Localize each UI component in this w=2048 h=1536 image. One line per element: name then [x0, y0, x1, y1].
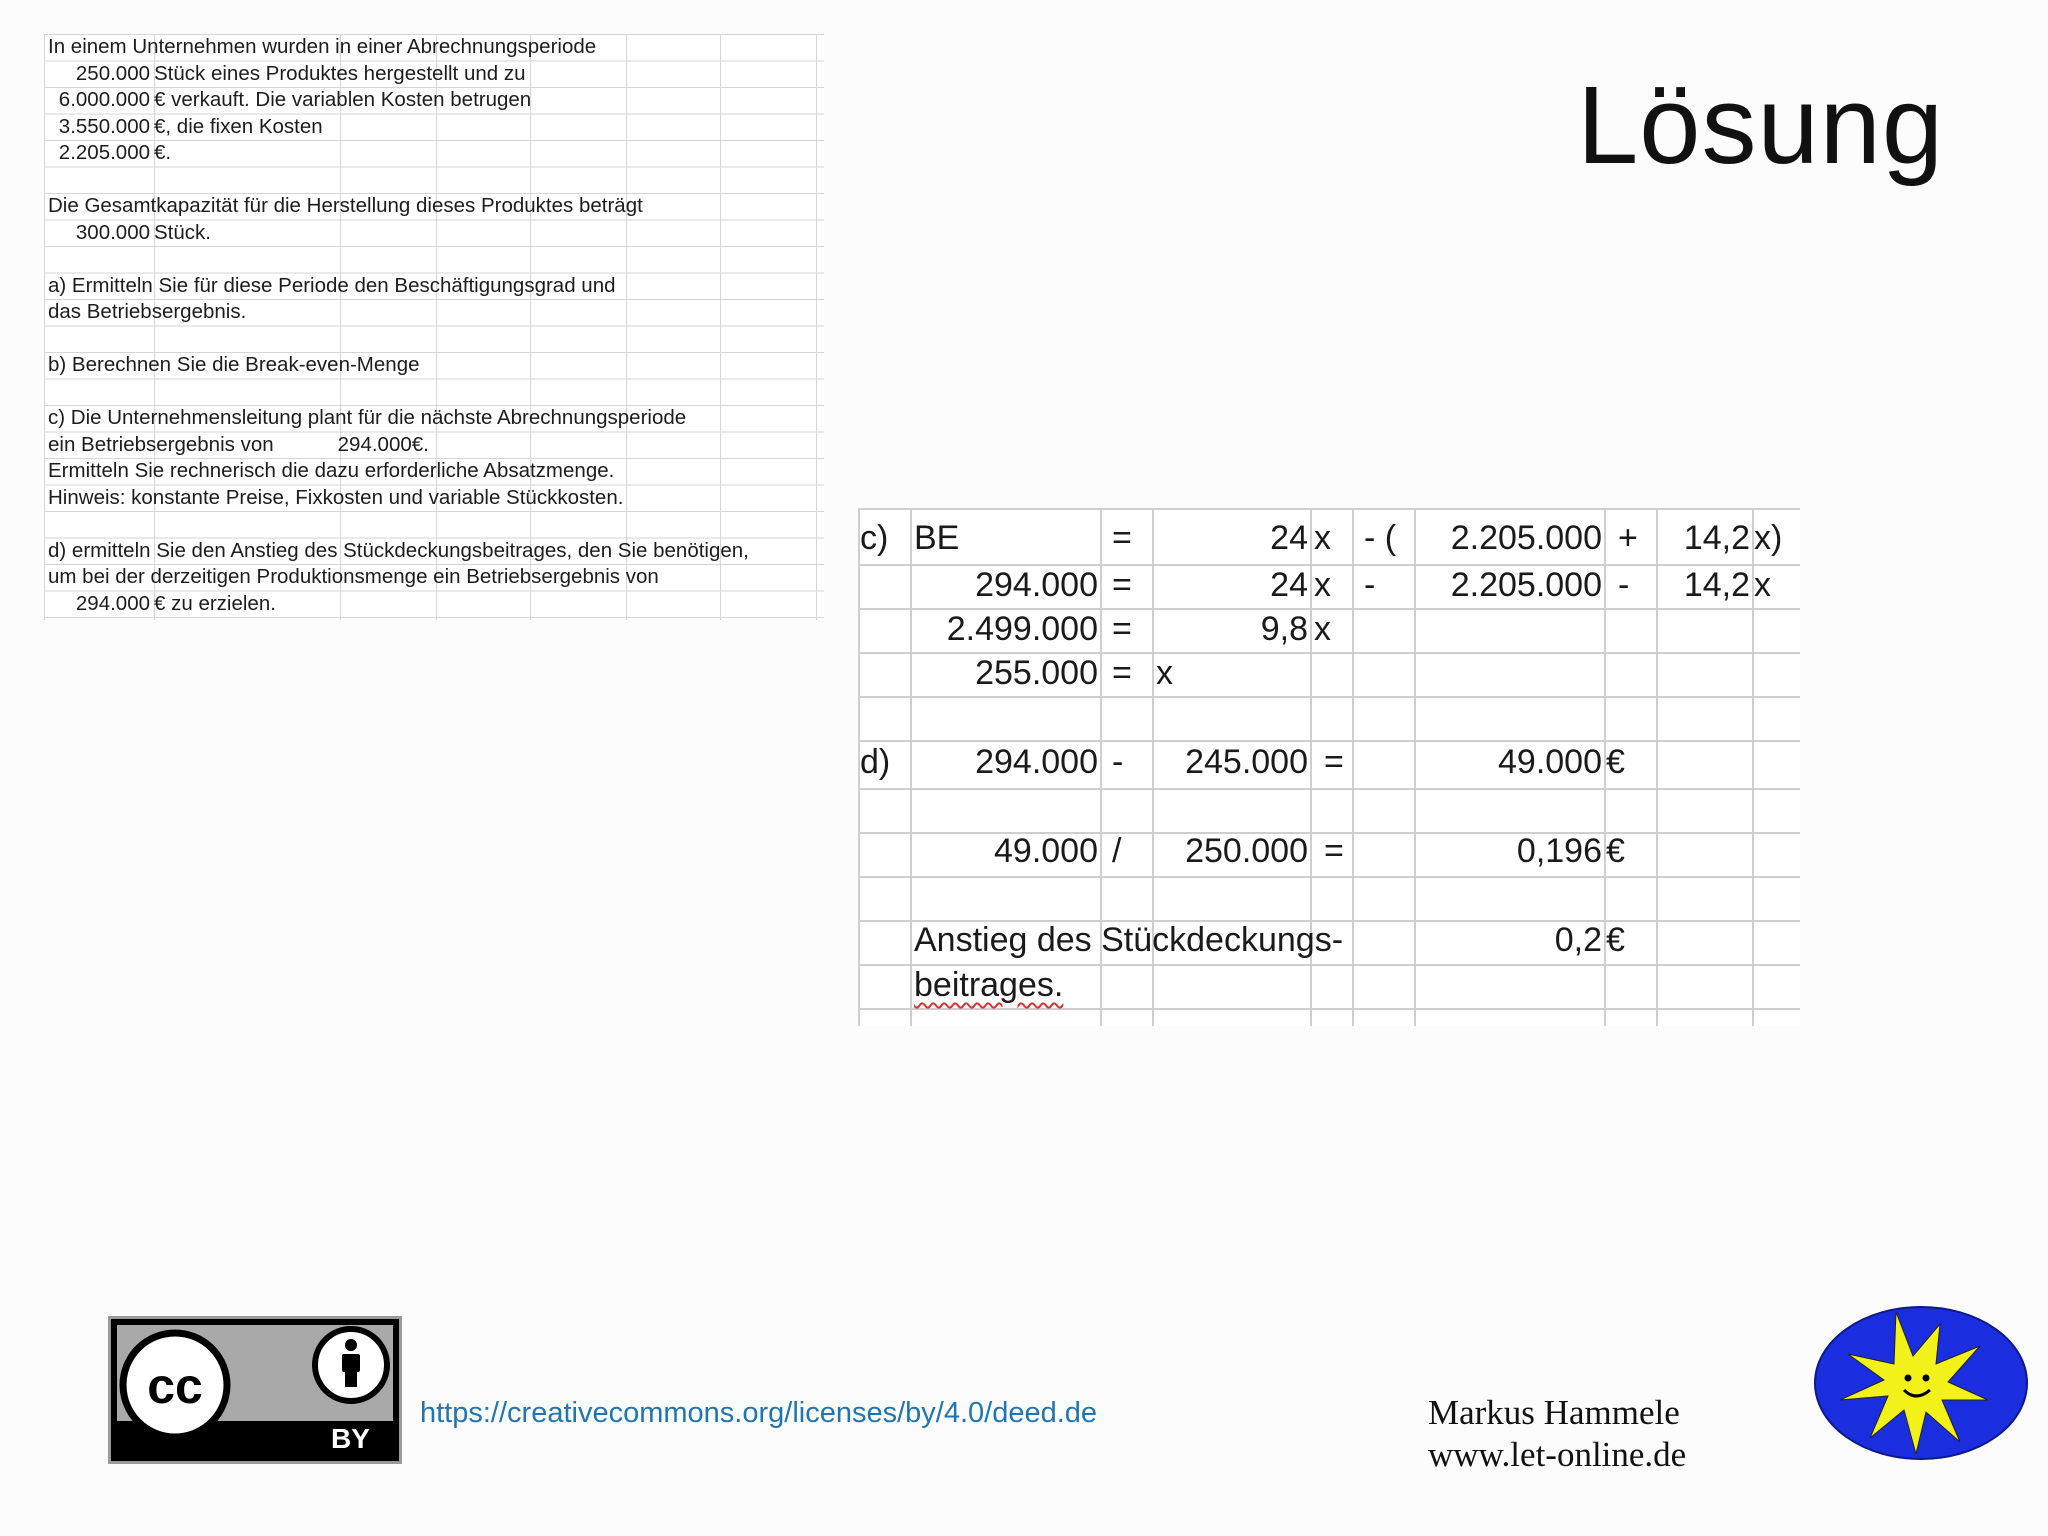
- cc-by-badge[interactable]: [108, 1316, 402, 1464]
- solution-r8-unit: €: [1606, 832, 1625, 870]
- solution-r2-c: 2.205.000: [1450, 566, 1602, 604]
- task-question-c-2: ein Betriebsergebnis von 294.000€.: [48, 432, 429, 456]
- solution-r11-label: beitrages.: [914, 966, 1064, 1004]
- solution-r10-c: 0,2: [1554, 921, 1602, 959]
- solution-r2-d: 14,2: [1683, 566, 1750, 604]
- solution-r1-c: 2.205.000: [1450, 519, 1602, 557]
- solution-r6-op: -: [1112, 743, 1124, 781]
- task-question-c-1: c) Die Unternehmensleitung plant für die nächste Abrechnungsperiode: [48, 406, 687, 429]
- svg-text:cc: cc: [147, 1358, 203, 1414]
- solution-r3-op: =: [1112, 610, 1132, 648]
- solution-r8-a: 49.000: [994, 832, 1098, 870]
- task-line-8: 300.000 Stück.: [75, 220, 211, 244]
- task-line-3: 6.000.000 € verkauft. Die variablen Kosten betrugen: [58, 88, 532, 111]
- author-website: www.let-online.de: [1428, 1435, 1687, 1474]
- solution-r4-op: =: [1112, 654, 1132, 692]
- solution-r1-op: =: [1112, 519, 1132, 557]
- solution-r2-b: 24: [1270, 566, 1308, 604]
- solution-r4-a: 255.000: [975, 654, 1098, 692]
- solution-r2-op3: -: [1618, 566, 1630, 604]
- sun-logo-icon: [1812, 1304, 2030, 1462]
- solution-r2-e: x: [1754, 566, 1771, 604]
- solution-r3-a: 2.499.000: [946, 610, 1098, 648]
- solution-r4-b: x: [1156, 654, 1173, 692]
- task-line-2: 250.000 Stück eines Produktes hergestellt und zu: [75, 61, 526, 85]
- solution-r1-op3: +: [1618, 519, 1638, 557]
- task-question-a-2: das Betriebsergebnis.: [48, 300, 247, 323]
- task-line-7: Die Gesamtkapazität für die Herstellung dieses Produktes beträgt: [48, 194, 643, 217]
- solution-r8-op: /: [1112, 832, 1122, 870]
- task-spreadsheet: [44, 34, 824, 620]
- solution-r2-a: 294.000: [975, 566, 1098, 604]
- solution-r1-a: BE: [914, 519, 960, 557]
- solution-r6-a: 294.000: [975, 743, 1098, 781]
- task-question-c-3: Ermitteln Sie rechnerisch die dazu erforderliche Absatzmenge.: [48, 459, 615, 482]
- task-line-5: 2.205.000 €.: [58, 141, 172, 164]
- solution-label-d: d): [860, 743, 891, 781]
- task-line-1: In einem Unternehmen wurden in einer Abrechnungsperiode: [48, 35, 597, 58]
- slide-title: Lösung: [1577, 64, 1944, 187]
- solution-r2-op: =: [1112, 566, 1132, 604]
- solution-r1-d: 14,2: [1683, 519, 1750, 557]
- solution-r2-op2: -: [1364, 566, 1376, 604]
- solution-r2-x: x: [1314, 566, 1331, 604]
- solution-r8-b: 250.000: [1185, 832, 1308, 870]
- solution-label-c: c): [860, 519, 889, 557]
- author-name: Markus Hammele: [1428, 1393, 1680, 1432]
- task-question-d-2: um bei der derzeitigen Produktionsmenge ein Betriebsergebnis von: [48, 565, 659, 588]
- solution-r1-x: x: [1314, 519, 1331, 557]
- task-line-4: 3.550.000 €, die fixen Kosten: [58, 114, 323, 138]
- solution-r3-x: x: [1314, 610, 1331, 648]
- solution-r6-c: 49.000: [1498, 743, 1602, 781]
- task-question-d-3: 294.000 € zu erzielen.: [75, 591, 276, 615]
- solution-r1-e: x): [1754, 519, 1783, 557]
- solution-spreadsheet: [858, 508, 1800, 1026]
- task-question-d-1: d) ermitteln Sie den Anstieg des Stückdeckungsbeitrages, den Sie benötigen,: [48, 538, 749, 562]
- task-question-b: b) Berechnen Sie die Break-even-Menge: [48, 353, 420, 376]
- solution-r6-b: 245.000: [1185, 743, 1308, 781]
- solution-r6-op2: =: [1324, 743, 1344, 781]
- solution-r1-op2: - (: [1364, 519, 1397, 557]
- solution-r10-unit: €: [1606, 921, 1625, 959]
- cc-by-label: BY: [331, 1423, 370, 1454]
- solution-r8-c: 0,196: [1516, 832, 1602, 870]
- solution-r1-b: 24: [1270, 519, 1308, 557]
- author-block: [1428, 1392, 1686, 1476]
- solution-r10-label: Anstieg des Stückdeckungs-: [914, 921, 1344, 959]
- license-link[interactable]: https://creativecommons.org/licenses/by/4.0/deed.de: [420, 1397, 1098, 1429]
- task-question-c-4: Hinweis: konstante Preise, Fixkosten und variable Stückkosten.: [48, 485, 624, 509]
- task-question-a-1: a) Ermitteln Sie für diese Periode den Beschäftigungsgrad und: [48, 273, 616, 297]
- solution-r6-unit: €: [1606, 743, 1625, 781]
- solution-r8-op2: =: [1324, 832, 1344, 870]
- solution-r3-b: 9,8: [1260, 610, 1308, 648]
